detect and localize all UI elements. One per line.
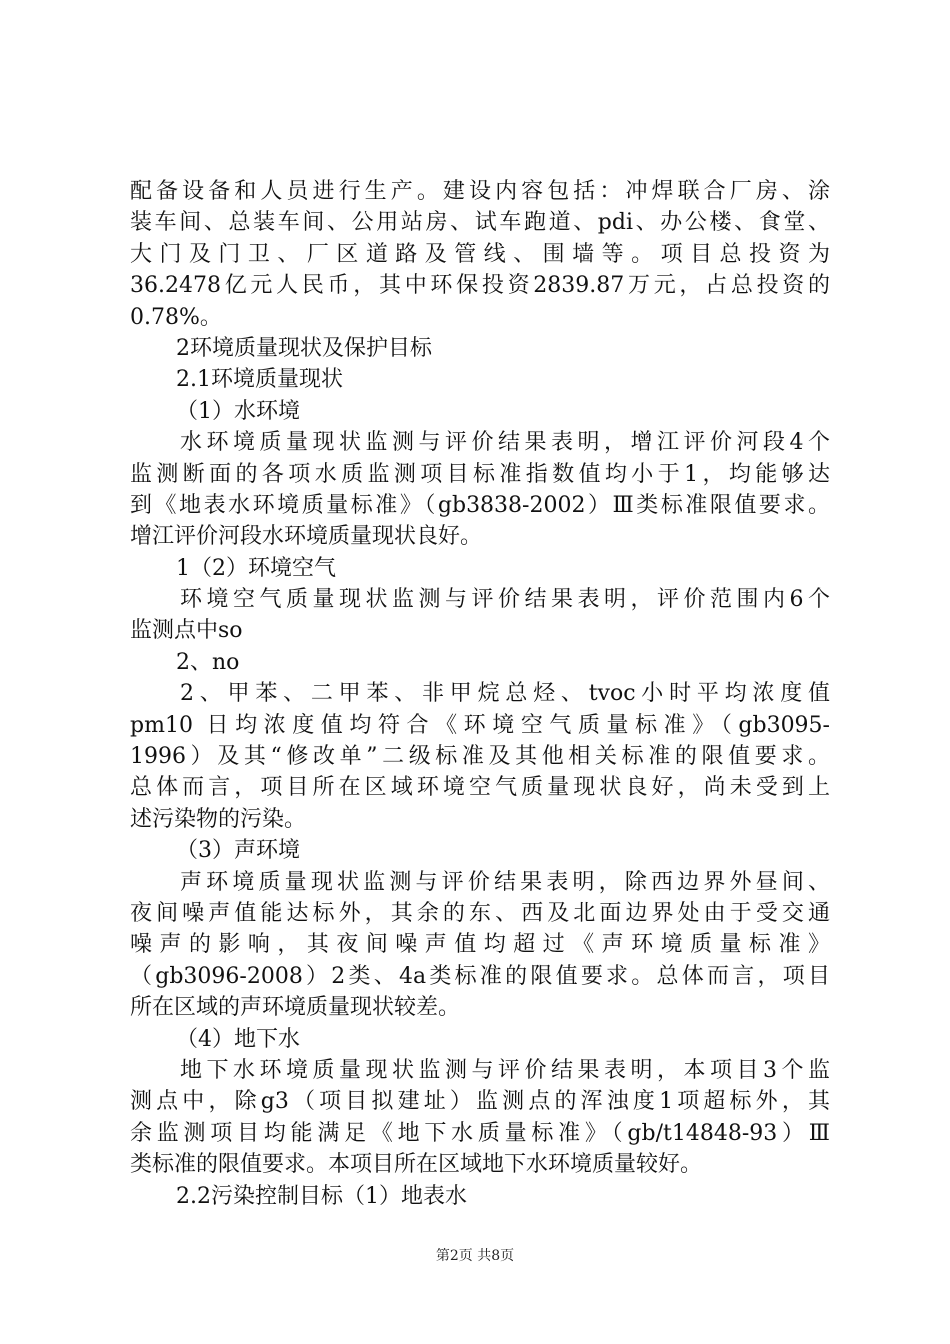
document-body	[130, 176, 830, 1212]
subsection-heading: 2.2污染控制目标（1）地表水	[176, 1183, 467, 1209]
text-line: 地下水环境质量现状监测与评价结果表明，本项目3个监	[180, 1057, 830, 1083]
text-line: 类标准的限值要求。本项目所在区域地下水环境质量较好。	[130, 1152, 703, 1178]
text-line: 水环境质量现状监测与评价结果表明，增江评价河段4个	[180, 430, 830, 456]
text-line: 大门及门卫、厂区道路及管线、围墙等。项目总投资为	[130, 241, 830, 267]
text-line: 0.78%。	[130, 304, 222, 330]
page-total: 共8页	[477, 1248, 515, 1264]
page-footer	[0, 1245, 950, 1265]
text-line: 述污染物的污染。	[130, 806, 307, 832]
text-line: 配备设备和人员进行生产。建设内容包括：冲焊联合厂房、涂	[130, 179, 830, 204]
item-heading: （3）声环境	[176, 838, 300, 864]
text-line: 夜间噪声值能达标外，其余的东、西及北面边界处由于受交通	[130, 900, 830, 926]
text-line: 声环境质量现状监测与评价结果表明，除西边界外昼间、	[180, 869, 830, 895]
text-line: 余监测项目均能满足《地下水质量标准》（gb/t14848-93）Ⅲ	[130, 1120, 830, 1146]
item-heading: （4）地下水	[176, 1026, 300, 1052]
page-number: 第2页	[435, 1248, 473, 1264]
text-line: （gb3096-2008）2类、4a类标准的限值要求。总体而言，项目	[130, 963, 830, 989]
text-line: 监测断面的各项水质监测项目标准指数值均小于1，均能够达	[130, 461, 830, 487]
item-heading: （1）水环境	[176, 398, 300, 424]
section-heading: 2环境质量现状及保护目标	[176, 335, 432, 361]
text-line: 监测点中so	[130, 618, 243, 644]
text-line: 1996）及其“修改单”二级标准及其他相关标准的限值要求。	[130, 744, 830, 770]
text-line: 总体而言，项目所在区域环境空气质量现状良好，尚未受到上	[130, 775, 830, 801]
text-line: 噪声的影响，其夜间噪声值均超过《声环境质量标准》	[130, 932, 830, 958]
item-heading: 1（2）环境空气	[176, 555, 336, 581]
text-line: 装车间、总装车间、公用站房、试车跑道、pdi、办公楼、食堂、	[130, 210, 830, 236]
text-line: 所在区域的声环境质量现状较差。	[130, 995, 461, 1021]
text-line: pm10 日均浓度值均符合《环境空气质量标准》（gb3095-	[130, 712, 830, 738]
text-line: 测点中，除g3（项目拟建址）监测点的浑浊度1项超标外，其	[130, 1089, 830, 1115]
text-line: 增江评价河段水环境质量现状良好。	[130, 524, 483, 550]
text-line: 36.2478亿元人民币，其中环保投资2839.87万元，占总投资的	[130, 273, 830, 299]
text-line: 2、no	[176, 649, 240, 675]
text-line: 到《地表水环境质量标准》（gb3838-2002）Ⅲ类标准限值要求。	[130, 492, 830, 518]
text-line: 2、甲苯、二甲苯、非甲烷总烃、tvoc小时平均浓度值	[180, 681, 830, 707]
text-line: 环境空气质量现状监测与评价结果表明，评价范围内6个	[180, 587, 830, 613]
subsection-heading: 2.1环境质量现状	[176, 367, 343, 393]
